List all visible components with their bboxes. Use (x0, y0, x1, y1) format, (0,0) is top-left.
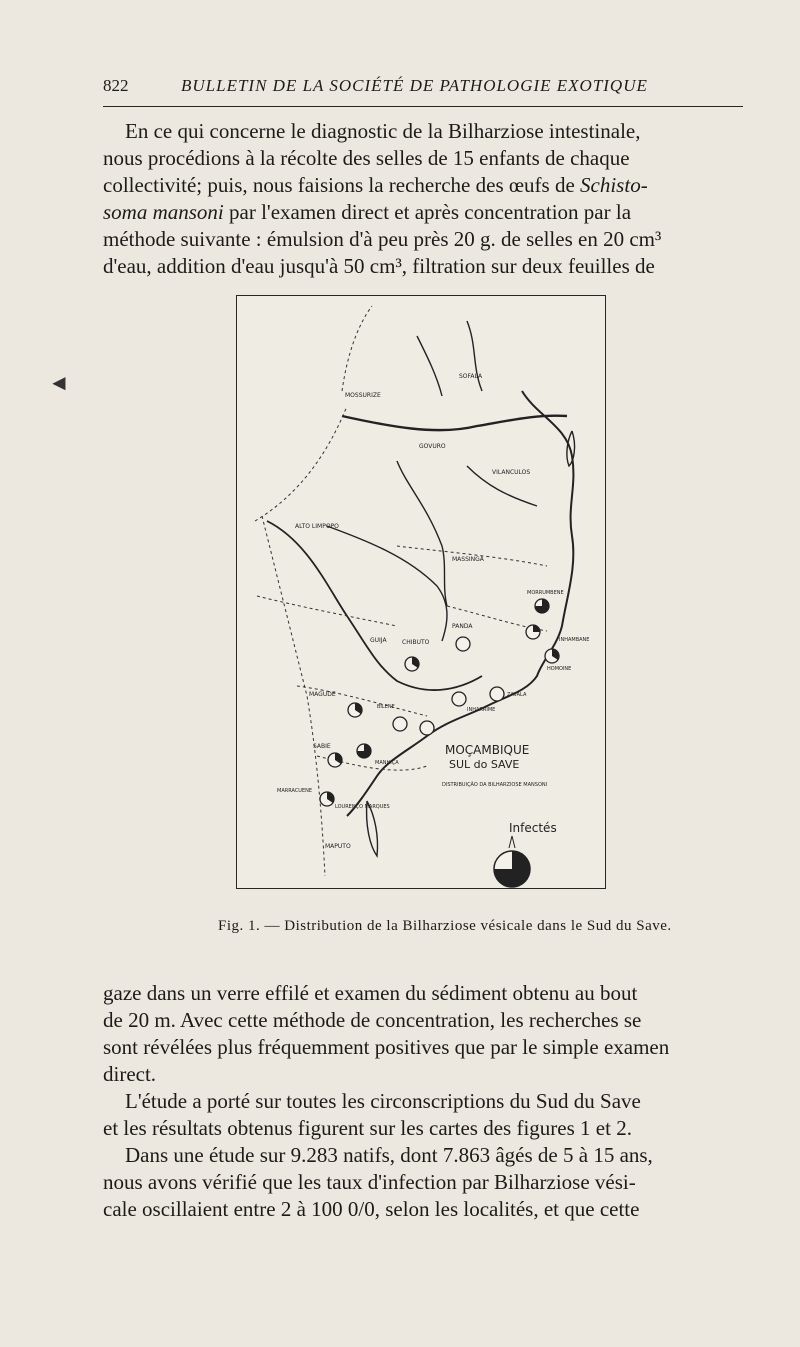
page-number: 822 (103, 76, 129, 95)
map-svg (237, 296, 605, 888)
text-line: L'étude a porté sur toutes les circonscriptions du Sud du Save (125, 1089, 641, 1113)
map-title: SUL do SAVE (449, 758, 520, 771)
map-label: VILANCULOS (492, 469, 531, 476)
map-label: INHAMBANE (559, 637, 590, 643)
map-label: BILENE (377, 704, 395, 710)
legend-label: Infectés (509, 821, 557, 835)
map-label: ZAVALA (507, 692, 527, 698)
figure-map (236, 295, 606, 889)
figure-caption: Fig. 1. — Distribution de la Bilharziose vésicale dans le Sud du Save. (218, 918, 672, 934)
map-label: MAPUTO (325, 843, 351, 850)
header-rule (103, 106, 743, 107)
text-line: de 20 m. Avec cette méthode de concentration, les recherches se (103, 1008, 642, 1032)
map-label: MORRUMBENE (527, 590, 564, 596)
map-label: HOMOINE (547, 666, 572, 672)
text-line: d'eau, addition d'eau jusqu'à 50 cm³, filtration sur deux feuilles de (103, 254, 655, 278)
text-line: nous procédions à la récolte des selles de 15 enfants de chaque (103, 146, 630, 170)
map-label: PANDA (452, 623, 473, 630)
text-line: sont révélées plus fréquemment positives que par le simple examen (103, 1035, 670, 1059)
map-label: MAGUDE (309, 691, 336, 698)
text-line: direct. (103, 1062, 157, 1086)
text-line: gaze dans un verre effilé et examen du sédiment obtenu au bout (103, 981, 638, 1005)
map-label: MASSINGA (452, 556, 484, 563)
text-line: collectivité; puis, nous faisions la recherche des œufs de Schisto- (103, 173, 648, 197)
text-line: nous avons vérifié que les taux d'infection par Bilharziose vési- (103, 1170, 636, 1194)
paragraph-diagnostic (103, 118, 751, 280)
text-line: Dans une étude sur 9.283 natifs, dont 7.863 âgés de 5 à 15 ans, (125, 1143, 653, 1167)
map-label: MOSSURIZE (345, 392, 381, 399)
text-line: cale oscillaient entre 2 à 100 0/0, selon les localités, et que cette (103, 1197, 640, 1221)
text-line: En ce qui concerne le diagnostic de la Bilharziose intestinale, (125, 119, 641, 143)
species-name: Schisto- (580, 173, 648, 197)
map-label: LOURENÇO MARQUES (335, 804, 390, 810)
map-label: ALTO LIMPOPO (295, 523, 339, 530)
map-subtitle: DISTRIBUIÇÃO DA BILHARZIOSE MANSONI (442, 782, 548, 788)
running-head: BULLETIN DE LA SOCIÉTÉ DE PATHOLOGIE EXOTIQUE (181, 76, 648, 95)
map-label: SOFALA (459, 373, 483, 380)
map-frame (236, 295, 606, 889)
text-line: méthode suivante : émulsion d'à peu près 20 g. de selles en 20 cm³ (103, 227, 662, 251)
map-label: MARRACUENE (277, 788, 313, 794)
margin-arrow-icon: ◄ (48, 370, 70, 395)
map-label: SABIE (313, 743, 331, 750)
species-name: soma mansoni (103, 200, 224, 224)
map-label: GOVURO (419, 443, 446, 450)
paragraph-results (103, 980, 751, 1223)
map-title: MOÇAMBIQUE (445, 743, 530, 757)
map-label: INHARRIME (467, 707, 496, 713)
map-label: MANHIÇA (375, 760, 399, 766)
text-line: et les résultats obtenus figurent sur les cartes des figures 1 et 2. (103, 1116, 632, 1140)
map-label: GUIJA (370, 637, 387, 644)
text-line: soma mansoni par l'examen direct et après concentration par la (103, 200, 632, 224)
page-header (103, 74, 743, 102)
map-label: CHIBUTO (402, 639, 430, 646)
